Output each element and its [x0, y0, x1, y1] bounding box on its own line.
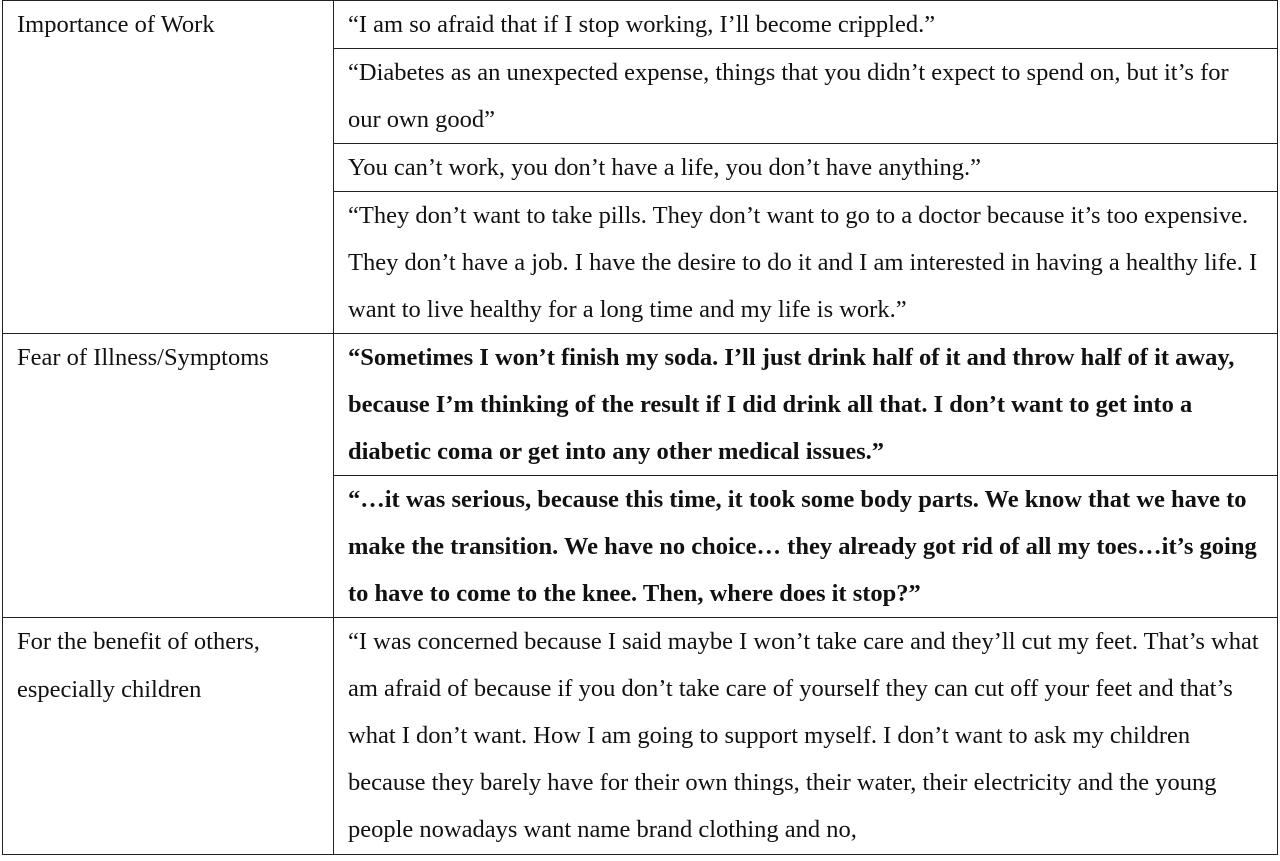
quote-cell: “I am so afraid that if I stop working, I’ll become crippled.” [334, 1, 1278, 49]
quote-cell: “They don’t want to take pills. They don’t want to go to a doctor because it’s too expensive. They don’t have a job. I have the desire to do it and I am interested in having a healthy life. I want to live healthy for a long time and my life is work.” [334, 192, 1278, 334]
table-row [3, 1, 1278, 49]
quote-cell: “…it was serious, because this time, it took some body parts. We know that we have to make the transition. We have no choice… they already got rid of all my toes…it’s going to have to come to the knee. Then, where does it stop?” [334, 476, 1278, 618]
table-row [3, 618, 1278, 855]
quote-cell: “Sometimes I won’t finish my soda. I’ll just drink half of it and throw half of it away, because I’m thinking of the result if I did drink all that. I don’t want to get into a diabetic coma or get into any other medical issues.” [334, 334, 1278, 476]
quote-cell: “I was concerned because I said maybe I won’t take care and they’ll cut my feet. That’s what am afraid of because if you don’t take care of yourself they can cut off your feet and that’s what I don’t want. How I am going to support myself. I don’t want to ask my children because they barely have for their own things, their water, their electricity and the young people nowadays want name brand clothing and no, [334, 618, 1278, 855]
theme-cell: Fear of Illness/Symptoms [3, 334, 334, 618]
quote-cell: You can’t work, you don’t have a life, you don’t have anything.” [334, 144, 1278, 192]
quotes-table [2, 0, 1278, 855]
theme-cell: For the benefit of others, especially children [3, 618, 334, 855]
quote-cell: “Diabetes as an unexpected expense, things that you didn’t expect to spend on, but it’s for our own good” [334, 49, 1278, 144]
theme-cell: Importance of Work [3, 1, 334, 334]
table-row [3, 334, 1278, 476]
